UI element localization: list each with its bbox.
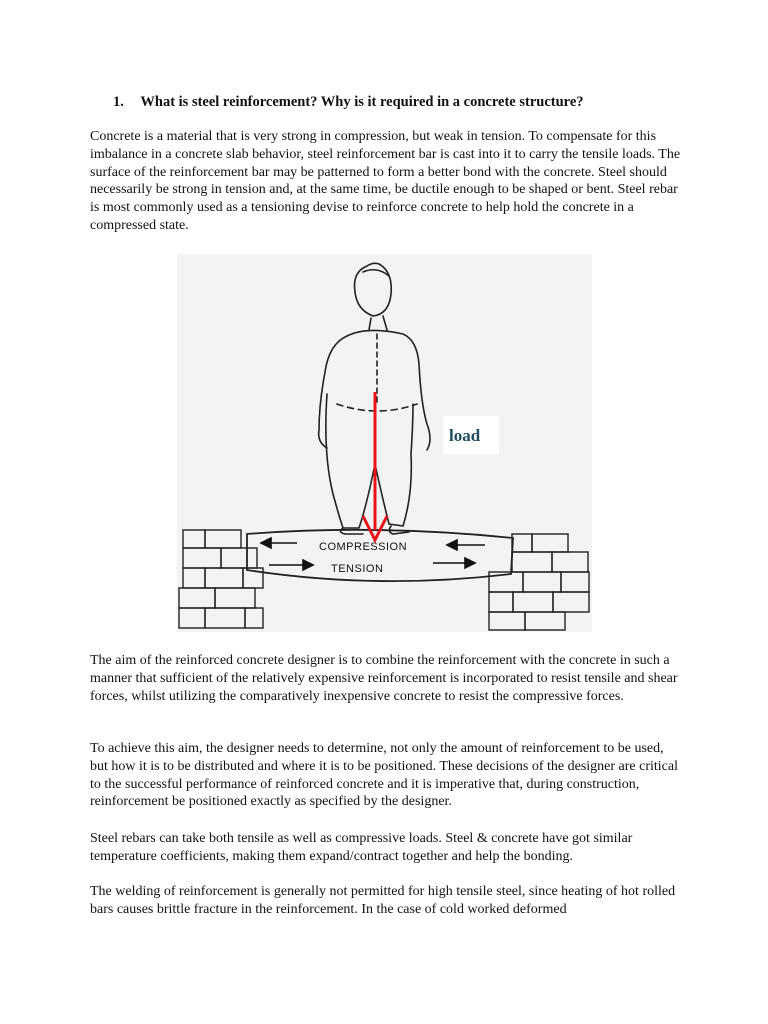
load-label: load xyxy=(449,426,481,445)
paragraph-distribution: To achieve this aim, the designer needs to determine, not only the amount of reinforcement to be used, but how it is to be distributed and where it is to be positioned. These decisions of the designer are critical to the successful performance of reinforced concrete and it is imperative that, during construction, reinforcement be positioned exactly as specified by the designer. xyxy=(90,741,678,810)
question-heading xyxy=(113,93,733,111)
paragraph-welding: The welding of reinforcement is generally not permitted for high tensile steel, since heating of hot rolled bars causes brittle fracture in the reinforcement. In the case of cold worked deformed xyxy=(90,884,676,917)
heading-text: What is steel reinforcement? Why is it required in a concrete structure? xyxy=(140,94,584,110)
paragraph-intro: Concrete is a material that is very strong in compression, but weak in tension. To compensate for this imbalance in a concrete slab behavior, steel reinforcement bar is cast into it to carry the tensile loads. The surface of the reinforcement bar may be patterned to form a better bond with the concrete. Steel should necessarily be strong in tension and, at the same time, be ductile enough to be shaped or bent. Steel rebar is most commonly used as a tensioning devise to reinforce concrete to help hold the concrete in a compressed state. xyxy=(90,129,681,233)
beam-load-illustration xyxy=(177,254,592,632)
paragraph-designer-aim: The aim of the reinforced concrete designer is to combine the reinforcement with the concrete in such a manner that sufficient of the relatively expensive reinforcement is incorporated to resist tensile and shear forces, whilst utilizing the comparatively inexpensive concrete to resist the compressive forces. xyxy=(90,653,678,704)
compression-label: COMPRESSION xyxy=(319,541,408,553)
load-arrow xyxy=(363,392,387,540)
heading-number: 1. xyxy=(113,94,124,110)
paragraph-rebar-loads: Steel rebars can take both tensile as well as compressive loads. Steel & concrete have got similar temperature coefficients, making them expand/contract together and help the bonding. xyxy=(90,831,633,864)
tension-label: TENSION xyxy=(331,563,384,575)
left-brick-pier xyxy=(179,530,263,628)
beam-illustration-svg xyxy=(177,254,592,632)
right-brick-pier xyxy=(489,534,589,630)
